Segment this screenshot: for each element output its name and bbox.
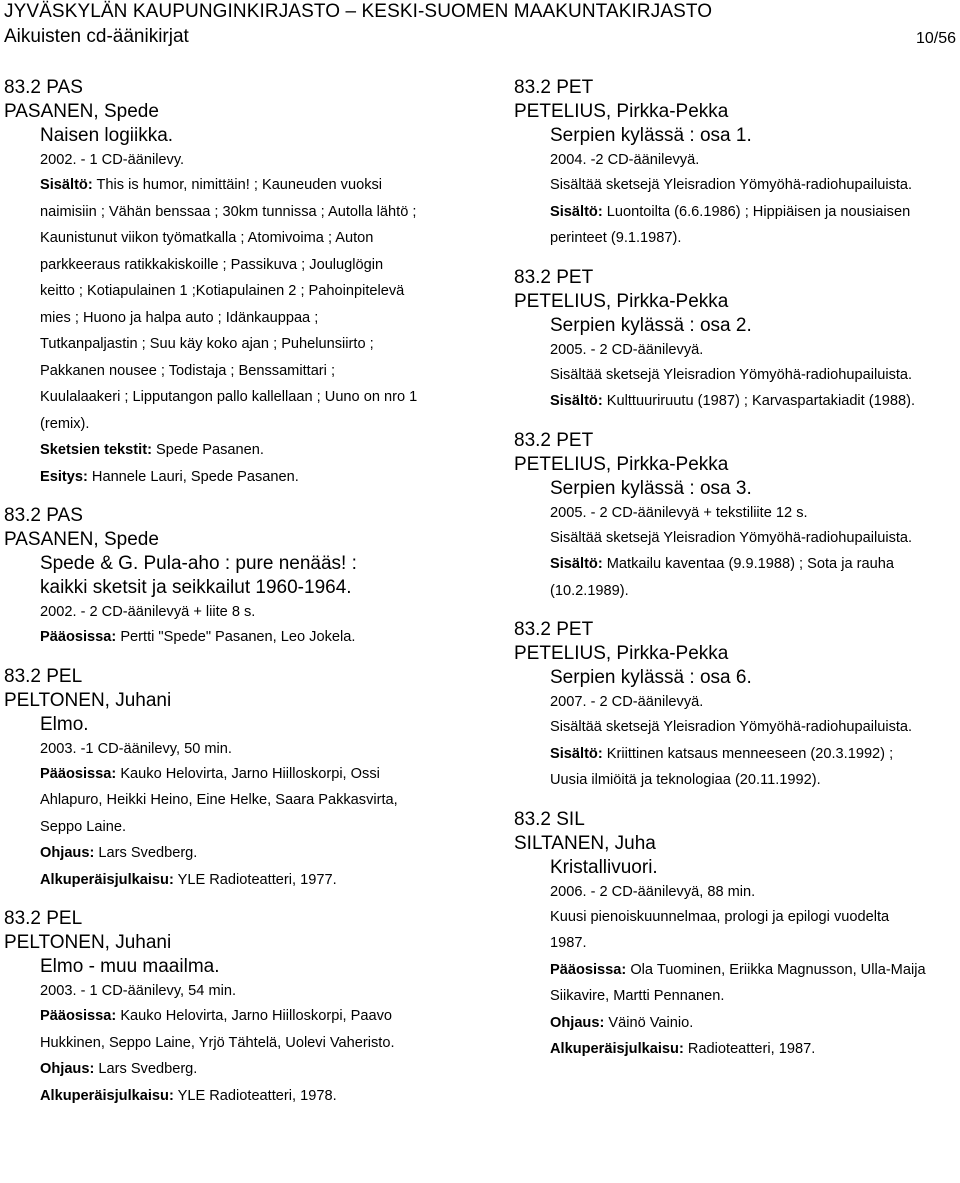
header-row (4, 23, 956, 51)
field-value: Seppo Laine. (40, 818, 127, 835)
field-value: Radioteatteri, 1987. (683, 1041, 816, 1057)
author-name: PETELIUS, Pirkka-Pekka (514, 101, 729, 122)
entry-title: Kristallivuori. (550, 856, 658, 878)
field-value: 2004. -2 CD-äänilevyä. (550, 152, 700, 168)
catalog-entry (4, 504, 474, 651)
field-value: Kriittinen katsaus menneeseen (20.3.1992) ; (602, 745, 894, 762)
entry-detail-line (4, 331, 474, 358)
class-code: 83.2 PET (514, 619, 594, 640)
class-code: 83.2 PET (514, 77, 594, 98)
entry-title: Serpien kylässä : osa 3. (550, 477, 752, 499)
entry-detail-line (514, 930, 956, 957)
entry-detail-line (4, 199, 474, 226)
entry-detail-line (4, 600, 474, 624)
catalog-entry (514, 266, 956, 415)
entry-detail-line (4, 1056, 474, 1083)
author-name: PETELIUS, Pirkka-Pekka (514, 643, 729, 664)
field-value: Kauko Helovirta, Jarno Hiilloskorpi, Ossi (116, 765, 380, 782)
right-column (514, 76, 956, 1077)
field-label: Sisältö: (40, 177, 93, 193)
field-label: Alkuperäisjulkaisu: (40, 1087, 174, 1104)
entry-detail-line (514, 172, 956, 199)
field-value: 2002. - 1 CD-äänilevy. (40, 152, 185, 168)
entry-detail-line (514, 388, 956, 415)
field-value: Hannele Lauri, Spede Pasanen. (87, 468, 299, 485)
entry-title: Elmo - muu maailma. (40, 956, 220, 977)
class-code: 83.2 PAS (4, 77, 83, 98)
entry-detail-line (514, 338, 956, 362)
author-name: PETELIUS, Pirkka-Pekka (514, 290, 729, 312)
entry-detail-line (4, 814, 474, 841)
library-name: JYVÄSKYLÄN KAUPUNGINKIRJASTO – KESKI-SUOMEN MAAKUNTAKIRJASTO (4, 1, 713, 22)
field-value: Pakkanen nousee ; Todistaja ; Benssamittari ; (40, 362, 336, 379)
entry-detail-line (514, 525, 956, 552)
section-title: Aikuisten cd-äänikirjat (4, 26, 189, 47)
entry-title: kaikki sketsit ja seikkailut 1960-1964. (40, 577, 352, 598)
field-value: naimisiin ; Vähän benssaa ; 30km tunnissa ; Autolla lähtö ; (40, 203, 417, 220)
entry-detail-line (4, 979, 474, 1003)
field-value: Sisältää sketsejä Yleisradion Yömyöhä-radiohupailuista. (550, 529, 913, 546)
entry-detail-line (4, 411, 474, 438)
entry-detail-line (514, 1036, 956, 1063)
left-column (4, 76, 474, 1123)
entry-detail-line (4, 1003, 474, 1030)
entry-detail-line (514, 501, 956, 525)
entry-title: Serpien kylässä : osa 1. (550, 125, 752, 146)
entry-detail-line (4, 1083, 474, 1110)
entry-detail-line (514, 741, 956, 768)
entry-title: Spede & G. Pula-aho : pure nenääs! : (40, 553, 357, 574)
entry-detail-line (4, 840, 474, 867)
field-value: Väinö Vainio. (604, 1014, 694, 1031)
field-value: Sisältää sketsejä Yleisradion Yömyöhä-radiohupailuista. (550, 719, 913, 735)
field-value: perinteet (9.1.1987). (550, 230, 682, 246)
entry-detail-line (514, 551, 956, 578)
author-name: PASANEN, Spede (4, 101, 159, 122)
field-value: Uusia ilmiöitä ja teknologiaa (20.11.1992). (550, 772, 821, 788)
field-value: Sisältää sketsejä Yleisradion Yömyöhä-radiohupailuista. (550, 366, 913, 383)
field-value: Tutkanpaljastin ; Suu käy koko ajan ; Puhelunsiirto ; (40, 336, 374, 352)
entry-detail-line (4, 867, 474, 894)
catalog-entry (514, 429, 956, 605)
entry-title: Serpien kylässä : osa 2. (550, 314, 752, 336)
field-label: Sisältö: (550, 393, 603, 409)
author-name: PELTONEN, Juhani (4, 689, 172, 711)
entry-detail-line (4, 464, 474, 491)
entry-detail-line (4, 787, 474, 814)
entry-detail-line (514, 199, 956, 226)
catalog-entry (4, 76, 474, 490)
entry-detail-line (514, 362, 956, 389)
field-value: YLE Radioteatteri, 1977. (173, 871, 337, 888)
author-name: SILTANEN, Juha (514, 832, 656, 854)
field-label: Sisältö: (550, 556, 603, 572)
field-value: Kaunistunut viikon työmatkalla ; Atomivoima ; Auton (40, 230, 374, 246)
entry-detail-line (514, 1010, 956, 1037)
author-name: PETELIUS, Pirkka-Pekka (514, 453, 729, 475)
field-value: Sisältää sketsejä Yleisradion Yömyöhä-radiohupailuista. (550, 177, 913, 193)
field-value: mies ; Huono ja halpa auto ; Idänkauppaa ; (40, 309, 319, 326)
field-value: 2003. -1 CD-äänilevy, 50 min. (40, 740, 232, 757)
class-code: 83.2 PET (514, 429, 594, 451)
field-value: This is humor, nimittäin! ; Kauneuden vuoksi (92, 177, 383, 193)
field-value: Siikavire, Martti Pennanen. (550, 988, 725, 1004)
page-number: 10/56 (915, 30, 956, 47)
entry-detail-line (514, 148, 956, 172)
class-code: 83.2 PET (514, 266, 594, 288)
catalog-entry (514, 76, 956, 252)
entry-detail-line (4, 225, 474, 252)
field-value: Luontoilta (6.6.1986) ; Hippiäisen ja nousiaisen (602, 203, 911, 220)
entry-detail-line (4, 278, 474, 305)
catalog-entry (514, 618, 956, 794)
catalog-entry (4, 907, 474, 1109)
entry-detail-line (4, 761, 474, 788)
field-label: Pääosissa: (40, 1008, 117, 1024)
entry-detail-line (514, 690, 956, 714)
field-value: (10.2.1989). (550, 582, 629, 599)
field-value: Matkailu kaventaa (9.9.1988) ; Sota ja rauha (602, 556, 894, 572)
entry-detail-line (4, 737, 474, 761)
field-value: Lars Svedberg. (94, 1061, 198, 1077)
field-value: 2007. - 2 CD-äänilevyä. (550, 694, 704, 710)
field-value: 2005. - 2 CD-äänilevyä + tekstiliite 12 s. (550, 504, 808, 521)
field-label: Sisältö: (550, 745, 603, 762)
field-value: 2005. - 2 CD-äänilevyä. (550, 341, 704, 358)
entry-detail-line (514, 983, 956, 1010)
entry-title: Elmo. (40, 713, 89, 735)
entry-detail-line (514, 714, 956, 741)
field-label: Alkuperäisjulkaisu: (550, 1041, 684, 1057)
entry-detail-line (4, 624, 474, 651)
entry-detail-line (4, 358, 474, 385)
field-value: Pertti "Spede" Pasanen, Leo Jokela. (116, 629, 356, 645)
field-label: Esitys: (40, 468, 88, 485)
entry-detail-line (514, 767, 956, 794)
field-value: Kuulalaakeri ; Lipputangon pallo kallellaan ; Uuno on nro 1 (40, 389, 418, 405)
field-value: Kauko Helovirta, Jarno Hiilloskorpi, Paavo (116, 1008, 393, 1024)
entry-detail-line (4, 305, 474, 332)
field-label: Ohjaus: (40, 1061, 95, 1077)
catalog-entry (514, 808, 956, 1063)
entry-detail-line (514, 578, 956, 605)
entry-detail-line (514, 957, 956, 984)
field-value: Kulttuuriruutu (1987) ; Karvaspartakiadit (1988). (602, 393, 916, 409)
entry-detail-line (514, 904, 956, 931)
field-value: 1987. (550, 935, 587, 951)
entry-detail-line (514, 225, 956, 252)
field-value: Spede Pasanen. (151, 442, 264, 458)
field-label: Ohjaus: (550, 1014, 605, 1031)
field-label: Sketsien tekstit: (40, 442, 152, 458)
class-code: 83.2 PAS (4, 505, 83, 526)
field-label: Sisältö: (550, 203, 603, 220)
field-value: Lars Svedberg. (94, 845, 198, 861)
field-value: Ahlapuro, Heikki Heino, Eine Helke, Saara Pakkasvirta, (40, 792, 398, 808)
author-name: PASANEN, Spede (4, 529, 159, 550)
author-name: PELTONEN, Juhani (4, 932, 172, 953)
catalog-entry (4, 665, 474, 894)
field-label: Ohjaus: (40, 845, 95, 861)
entry-detail-line (4, 1030, 474, 1057)
class-code: 83.2 SIL (514, 808, 585, 830)
class-code: 83.2 PEL (4, 908, 83, 929)
entry-detail-line (4, 172, 474, 199)
field-value: 2002. - 2 CD-äänilevyä + liite 8 s. (40, 604, 256, 620)
page-header (4, 0, 956, 51)
field-label: Pääosissa: (550, 961, 627, 978)
field-value: Hukkinen, Seppo Laine, Yrjö Tähtelä, Uolevi Vaheristo. (40, 1034, 395, 1051)
field-value: YLE Radioteatteri, 1978. (173, 1087, 337, 1104)
entry-detail-line (4, 148, 474, 172)
entry-detail-line (4, 384, 474, 411)
field-value: keitto ; Kotiapulainen 1 ;Kotiapulainen 2 ; Pahoinpitelevä (40, 283, 405, 299)
field-value: parkkeeraus ratikkakiskoille ; Passikuva ; Jouluglögin (40, 256, 384, 273)
field-value: (remix). (40, 415, 90, 432)
field-value: Kuusi pienoiskuunnelmaa, prologi ja epilogi vuodelta (550, 908, 890, 925)
entry-title: Serpien kylässä : osa 6. (550, 667, 752, 688)
field-label: Pääosissa: (40, 629, 117, 645)
entry-detail-line (4, 437, 474, 464)
entry-title: Naisen logiikka. (40, 125, 174, 146)
field-value: Ola Tuominen, Eriikka Magnusson, Ulla-Maija (626, 961, 926, 978)
field-label: Pääosissa: (40, 765, 117, 782)
class-code: 83.2 PEL (4, 665, 83, 687)
entry-detail-line (4, 252, 474, 279)
entry-detail-line (514, 880, 956, 904)
field-label: Alkuperäisjulkaisu: (40, 871, 174, 888)
field-value: 2003. - 1 CD-äänilevy, 54 min. (40, 983, 237, 999)
field-value: 2006. - 2 CD-äänilevyä, 88 min. (550, 883, 756, 900)
